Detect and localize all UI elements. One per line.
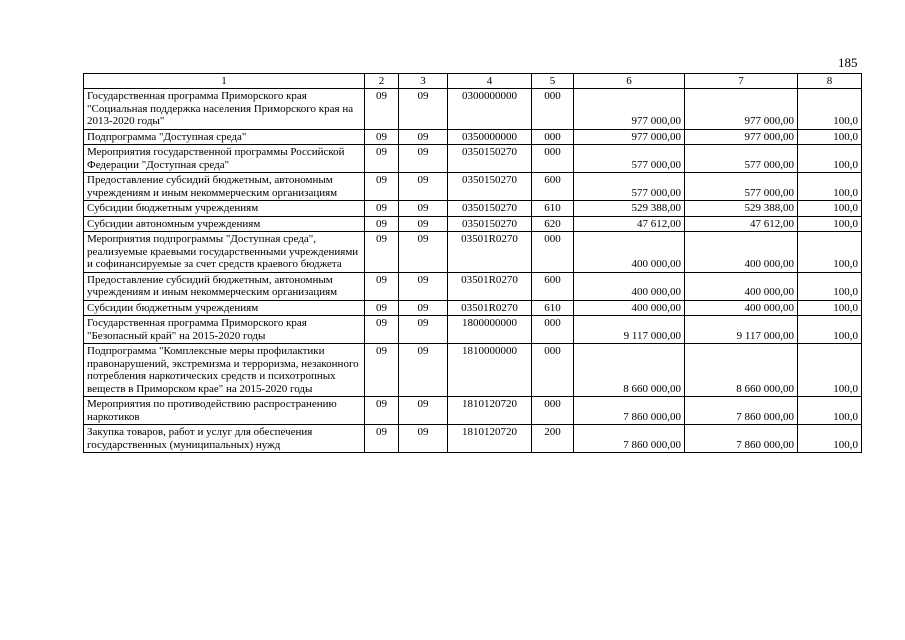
table-row	[84, 272, 862, 300]
row-actual: 400 000,00	[685, 232, 798, 273]
row-plan: 400 000,00	[574, 272, 685, 300]
header-row	[84, 74, 862, 89]
row-name: Мероприятия подпрограммы "Доступная среда", реализуемые краевыми государственными учреждениями и софинансируемые за счет средств краевого бюджета	[84, 232, 365, 273]
budget-table	[83, 73, 862, 453]
row-subsection: 09	[399, 89, 448, 130]
row-section: 09	[365, 300, 399, 316]
row-plan: 977 000,00	[574, 89, 685, 130]
row-expense-type: 600	[532, 173, 574, 201]
row-target-code: 0300000000	[448, 89, 532, 130]
row-percent: 100,0	[798, 145, 862, 173]
row-subsection: 09	[399, 232, 448, 273]
row-actual: 7 860 000,00	[685, 425, 798, 453]
row-name: Субсидии автономным учреждениям	[84, 216, 365, 232]
row-percent: 100,0	[798, 397, 862, 425]
row-expense-type: 000	[532, 344, 574, 397]
row-section: 09	[365, 232, 399, 273]
row-section: 09	[365, 216, 399, 232]
row-section: 09	[365, 397, 399, 425]
row-plan: 400 000,00	[574, 300, 685, 316]
row-actual: 577 000,00	[685, 145, 798, 173]
row-target-code: 1810120720	[448, 425, 532, 453]
row-name: Закупка товаров, работ и услуг для обеспечения государственных (муниципальных) нужд	[84, 425, 365, 453]
row-expense-type: 000	[532, 316, 574, 344]
page-number: 185	[838, 55, 858, 70]
row-plan: 529 388,00	[574, 201, 685, 217]
row-subsection: 09	[399, 300, 448, 316]
row-plan: 9 117 000,00	[574, 316, 685, 344]
row-section: 09	[365, 425, 399, 453]
row-target-code: 03501R0270	[448, 272, 532, 300]
row-section: 09	[365, 201, 399, 217]
row-section: 09	[365, 173, 399, 201]
row-expense-type: 000	[532, 232, 574, 273]
row-percent: 100,0	[798, 425, 862, 453]
table-row	[84, 201, 862, 217]
row-subsection: 09	[399, 344, 448, 397]
table-row	[84, 344, 862, 397]
row-plan: 7 860 000,00	[574, 425, 685, 453]
row-actual: 9 117 000,00	[685, 316, 798, 344]
row-actual: 400 000,00	[685, 272, 798, 300]
row-actual: 8 660 000,00	[685, 344, 798, 397]
row-target-code: 1800000000	[448, 316, 532, 344]
table-header	[84, 74, 862, 89]
row-subsection: 09	[399, 316, 448, 344]
row-target-code: 0350000000	[448, 129, 532, 145]
row-percent: 100,0	[798, 89, 862, 130]
table-row	[84, 216, 862, 232]
row-plan: 400 000,00	[574, 232, 685, 273]
row-percent: 100,0	[798, 344, 862, 397]
row-section: 09	[365, 344, 399, 397]
row-expense-type: 200	[532, 425, 574, 453]
row-actual: 977 000,00	[685, 89, 798, 130]
row-section: 09	[365, 316, 399, 344]
row-plan: 577 000,00	[574, 173, 685, 201]
row-percent: 100,0	[798, 300, 862, 316]
row-target-code: 1810000000	[448, 344, 532, 397]
row-expense-type: 610	[532, 201, 574, 217]
row-actual: 47 612,00	[685, 216, 798, 232]
row-percent: 100,0	[798, 232, 862, 273]
row-percent: 100,0	[798, 201, 862, 217]
row-target-code: 0350150270	[448, 216, 532, 232]
row-section: 09	[365, 145, 399, 173]
row-section: 09	[365, 89, 399, 130]
row-expense-type: 610	[532, 300, 574, 316]
table-row	[84, 145, 862, 173]
row-subsection: 09	[399, 201, 448, 217]
row-target-code: 03501R0270	[448, 232, 532, 273]
row-target-code: 1810120720	[448, 397, 532, 425]
row-actual: 400 000,00	[685, 300, 798, 316]
row-name: Мероприятия по противодействию распространению наркотиков	[84, 397, 365, 425]
row-target-code: 0350150270	[448, 201, 532, 217]
row-name: Подпрограмма "Доступная среда"	[84, 129, 365, 145]
row-percent: 100,0	[798, 316, 862, 344]
row-expense-type: 000	[532, 89, 574, 130]
header-cell-4: 4	[448, 74, 532, 89]
row-plan: 8 660 000,00	[574, 344, 685, 397]
row-name: Предоставление субсидий бюджетным, автономным учреждениям и иным некоммерческим организациям	[84, 272, 365, 300]
row-subsection: 09	[399, 425, 448, 453]
row-section: 09	[365, 129, 399, 145]
table-row	[84, 232, 862, 273]
table-row	[84, 300, 862, 316]
row-subsection: 09	[399, 216, 448, 232]
row-subsection: 09	[399, 272, 448, 300]
row-actual: 7 860 000,00	[685, 397, 798, 425]
row-target-code: 0350150270	[448, 145, 532, 173]
row-name: Субсидии бюджетным учреждениям	[84, 300, 365, 316]
row-subsection: 09	[399, 129, 448, 145]
header-cell-7: 7	[685, 74, 798, 89]
row-percent: 100,0	[798, 272, 862, 300]
table-row	[84, 89, 862, 130]
header-cell-8: 8	[798, 74, 862, 89]
table-row	[84, 425, 862, 453]
table-row	[84, 397, 862, 425]
row-actual: 977 000,00	[685, 129, 798, 145]
row-expense-type: 000	[532, 129, 574, 145]
row-name: Мероприятия государственной программы Российской Федерации "Доступная среда"	[84, 145, 365, 173]
row-expense-type: 620	[532, 216, 574, 232]
table-row	[84, 129, 862, 145]
table-row	[84, 316, 862, 344]
row-subsection: 09	[399, 173, 448, 201]
header-cell-2: 2	[365, 74, 399, 89]
row-expense-type: 600	[532, 272, 574, 300]
header-cell-6: 6	[574, 74, 685, 89]
row-name: Предоставление субсидий бюджетным, автономным учреждениям и иным некоммерческим организациям	[84, 173, 365, 201]
row-target-code: 03501R0270	[448, 300, 532, 316]
row-percent: 100,0	[798, 173, 862, 201]
row-target-code: 0350150270	[448, 173, 532, 201]
row-percent: 100,0	[798, 129, 862, 145]
row-expense-type: 000	[532, 145, 574, 173]
table-row	[84, 173, 862, 201]
header-cell-5: 5	[532, 74, 574, 89]
row-name: Субсидии бюджетным учреждениям	[84, 201, 365, 217]
row-name: Государственная программа Приморского края "Безопасный край" на 2015-2020 годы	[84, 316, 365, 344]
row-subsection: 09	[399, 397, 448, 425]
header-cell-3: 3	[399, 74, 448, 89]
row-expense-type: 000	[532, 397, 574, 425]
row-plan: 47 612,00	[574, 216, 685, 232]
row-name: Государственная программа Приморского края "Социальная поддержка населения Приморского края на 2013-2020 годы"	[84, 89, 365, 130]
table-body	[84, 89, 862, 453]
header-cell-1: 1	[84, 74, 365, 89]
row-section: 09	[365, 272, 399, 300]
row-name: Подпрограмма "Комплексные меры профилактики правонарушений, экстремизма и терроризма, незаконного потребления наркотических средств и психотропных веществ в Приморском крае" на 2015-2020 годы	[84, 344, 365, 397]
row-actual: 529 388,00	[685, 201, 798, 217]
row-plan: 577 000,00	[574, 145, 685, 173]
row-plan: 7 860 000,00	[574, 397, 685, 425]
row-actual: 577 000,00	[685, 173, 798, 201]
row-percent: 100,0	[798, 216, 862, 232]
row-subsection: 09	[399, 145, 448, 173]
row-plan: 977 000,00	[574, 129, 685, 145]
